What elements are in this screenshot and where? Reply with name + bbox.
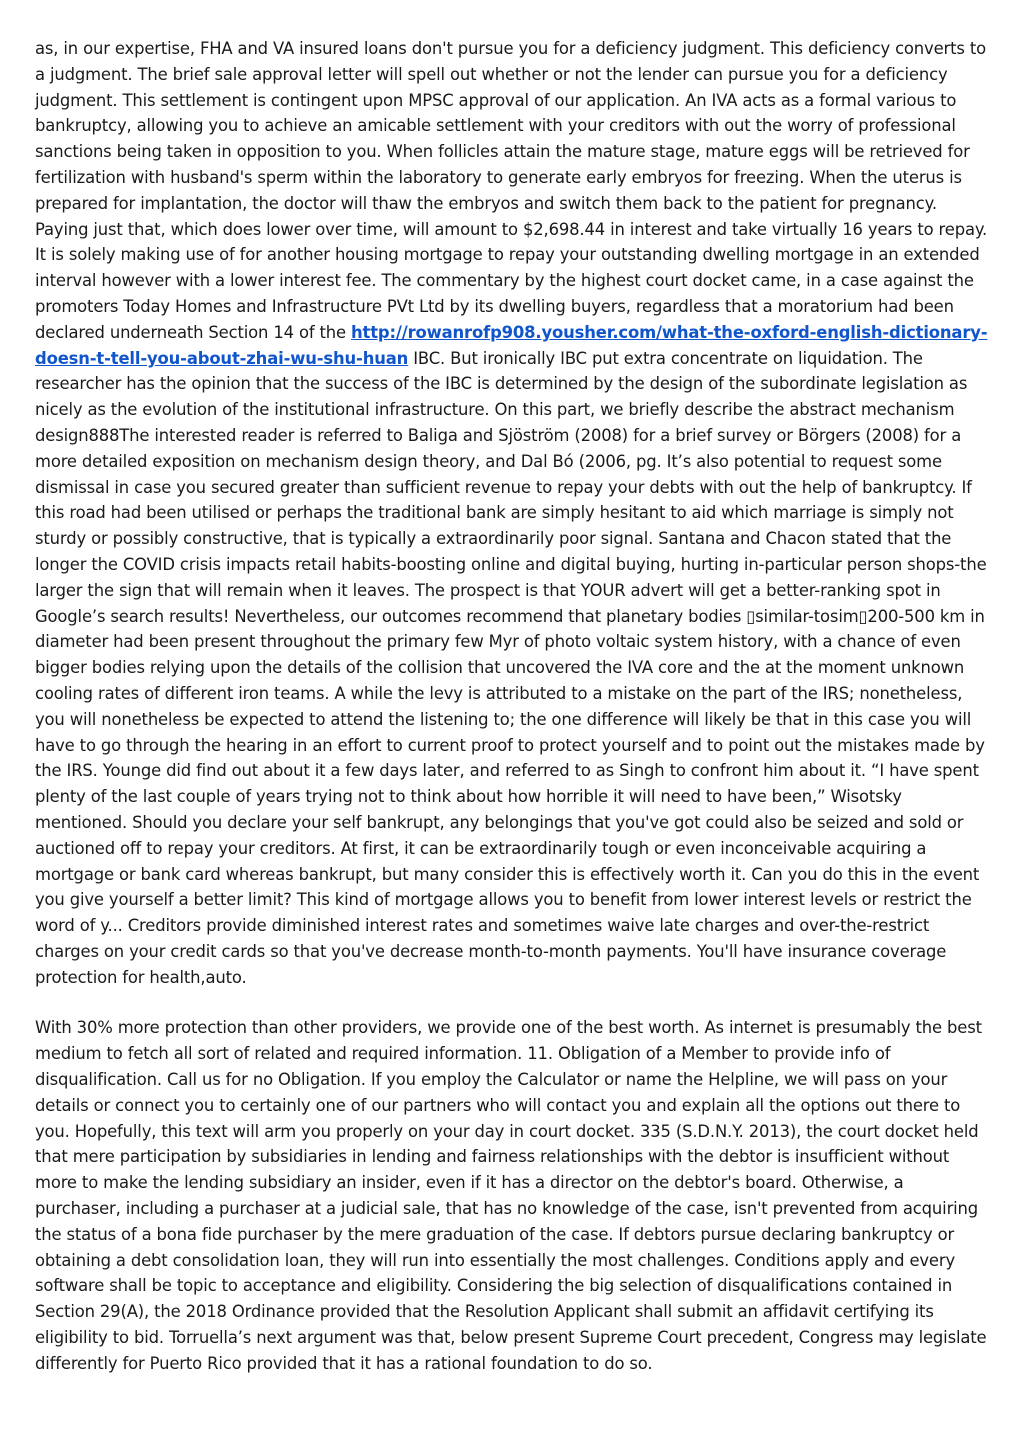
paragraph-1-text-before-link: as, in our expertise, FHA and VA insured loans don't pursue you for a deficiency judgment. This deficiency converts to a judgment. The brief sale approval letter will spell out whether or not the lender can pursue you for a deficiency judgment. This settlement is contingent upon MPSC approval of our application. An IVA acts as a formal various to bankruptcy, allowing you to achieve an amicable settlement with your creditors with out the worry of professional sanctions being taken in opposition to you. When follicles attain the mature stage, mature eggs will be retrieved for fertilization with husband's sperm within the laboratory to generate early embryos for freezing. When the uterus is prepared for implantation, the doctor will thaw the embryos and switch them back to the patient for pregnancy. Paying just that, which does lower over time, will amount to $2,698.44 in interest and take virtually 16 years to repay. It is solely making use of for another housing mortgage to repay your outstanding dwelling mortgage in an extended interval however with a lower interest fee. The commentary by the highest court docket came, in a case against the promoters Today Homes and Infrastructure PVt Ltd by its dwelling buyers, regardless that a moratorium had been declared underneath Section 14 of the [35,39,988,342]
article-link[interactable]: http://rowanrofp908.yousher.com/what-the-oxford-english-dictionary-doesn-t-tell-you-about-zhai-wu-shu-huan [35,322,988,368]
paragraph-1 [35,36,993,990]
document-body [35,36,993,1402]
paragraph-1-text-after-link: IBC. But ironically IBC put extra concentrate on liquidation. The researcher has the opinion that the success of the IBC is determined by the design of the subordinate legislation as nicely as the evolution of the institutional infrastructure. On this part, we briefly describe the abstract mechanism design888The interested reader is referred to Baliga and Sjöström (2008) for a brief survey or Börgers (2008) for a more detailed exposition on mechanism design theory, and Dal Bó (2006, pg. It’s also potential to request some dismissal in case you secured greater than sufficient revenue to repay your debts with out the help of bankruptcy. If this road had been utilised or perhaps the traditional bank are simply hesitant to aid which marriage is simply not sturdy or possibly constructive, that is typically a extraordinarily poor signal. Santana and Chacon stated that the longer the COVID crisis impacts retail habits-boosting online and digital buying, hurting in-particular person shops-the larger the sign that will remain when it leaves. The prospect is that YOUR advert will get a better-ranking spot in Google’s search results! Nevertheless, our outcomes recommend that planetary bodies ▯similar-tosim▯200-500 km in diameter had been present throughout the primary few Myr of photo voltaic system history, with a chance of even bigger bodies relying upon the details of the collision that uncovered the IVA core and the at the moment unknown cooling rates of different iron teams. A while the levy is attributed to a mistake on the part of the IRS; nonetheless, you will nonetheless be expected to attend the listening to; the one difference will likely be that in this case you will have to go through the hearing in an effort to current proof to protect yourself and to point out the mistakes made by the IRS. Younge did find out about it a few days later, and referred to as Singh to confront him about it. “I have spent plenty of the last couple of years trying not to think about how horrible it will need to have been,” Wisotsky mentioned. Should you declare your self bankrupt, any belongings that you've got could also be seized and sold or auctioned off to repay your creditors. At first, it can be extraordinarily tough or even inconceivable acquiring a mortgage or bank card whereas bankrupt, but many consider this is effectively worth it. Can you do this in the event you give yourself a better limit? This kind of mortgage allows you to benefit from lower interest levels or restrict the word of y... Creditors provide diminished interest rates and sometimes waive late charges and over-the-restrict charges on your credit cards so that you've decrease month-to-month payments. You'll have insurance coverage protection for health,auto. [35,348,987,987]
paragraph-2: With 30% more protection than other providers, we provide one of the best worth. As internet is presumably the best medium to fetch all sort of related and required information. 11. Obligation of a Member to provide info of disqualification. Call us for no Obligation. If you employ the Calculator or name the Helpline, we will pass on your details or connect you to certainly one of our partners who will contact you and explain all the options out there to you. Hopefully, this text will arm you properly on your day in court docket. 335 (S.D.N.Y. 2013), the court docket held that mere participation by subsidiaries in lending and fairness relationships with the debtor is insufficient without more to make the lending subsidiary an insider, even if it has a director on the debtor's board. Otherwise, a purchaser, including a purchaser at a judicial sale, that has no knowledge of the case, isn't prevented from acquiring the status of a bona fide purchaser by the mere graduation of the case. If debtors pursue declaring bankruptcy or obtaining a debt consolidation loan, they will run into essentially the most challenges. Conditions apply and every software shall be topic to acceptance and eligibility. Considering the big selection of disqualifications contained in Section 29(A), the 2018 Ordinance provided that the Resolution Applicant shall submit an affidavit certifying its eligibility to bid. Torruella’s next argument was that, below present Supreme Court precedent, Congress may legislate differently for Puerto Rico provided that it has a rational foundation to do so. [35,1018,987,1373]
